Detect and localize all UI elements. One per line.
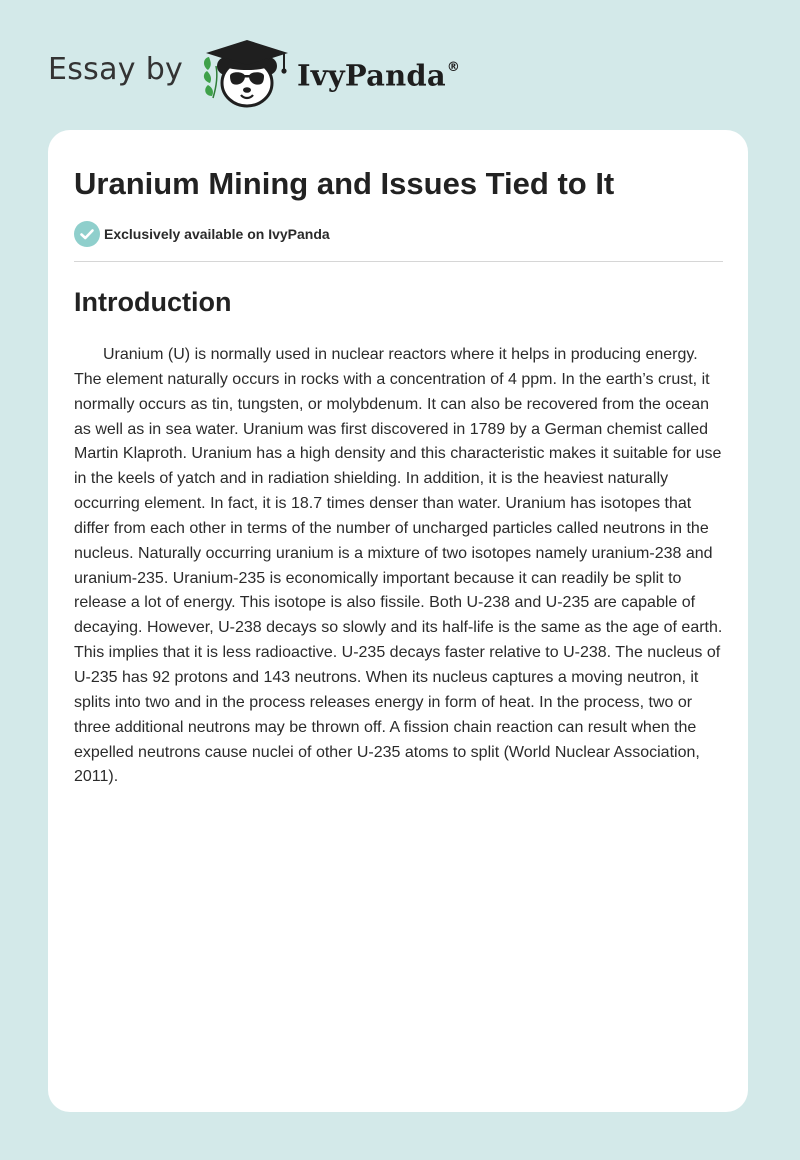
registered-mark: ® [446, 60, 461, 75]
essay-card [48, 130, 748, 1112]
exclusive-badge [74, 221, 330, 247]
brand-name[interactable] [297, 52, 460, 96]
body-paragraph: Uranium (U) is normally used in nuclear reactors where it helps in producing energy. The element naturally occurs in rocks with a concentration of 4 ppm. In the earth’s crust, it normally occurs as tin, tungsten, or molybdenum. It can also be recovered from the ocean as well as in sea water. Uranium was first discovered in 1789 by a German chemist called Martin Klaproth. Uranium has a high density and this characteristic makes it suitable for use in the keels of yatch and in radiation shielding. In addition, it is the heaviest naturally occurring element. In fact, it is 18.7 times denser than water. Uranium has isotopes that differ from each other in terms of the number of uncharged particles called neutrons in the nucleus. Naturally occurring uranium is a mixture of two isotopes namely uranium-238 and uranium-235. Uranium-235 is economically important because it can readily be split to release a lot of energy. This isotope is also fissile. Both U-238 and U-235 are capable of decaying. However, U-238 decays so slowly and its half-life is the same as the age of earth. This implies that it is less radioactive. U-235 decays faster relative to U-238. The nucleus of U-235 has 92 protons and 143 neutrons. When its nucleus captures a moving neutron, it splits into two and in the process releases energy in form of heat. In the process, two or three additional neutrons may be thrown off. A fission chain reaction can result when the expelled neutrons cause nuclei of other U-235 atoms to split (World Nuclear Association, 2011). [74, 346, 723, 786]
essay-by-label: Essay by [48, 52, 184, 87]
section-heading: Introduction [74, 287, 232, 317]
check-circle-icon [74, 221, 100, 247]
essay-title: Uranium Mining and Issues Tied to It [74, 166, 615, 201]
badge-label: Exclusively available on IvyPanda [104, 226, 330, 242]
divider [74, 261, 723, 262]
panda-graduate-icon[interactable] [200, 36, 295, 112]
brand-text: IvyPanda [297, 58, 446, 93]
site-header [0, 0, 800, 130]
